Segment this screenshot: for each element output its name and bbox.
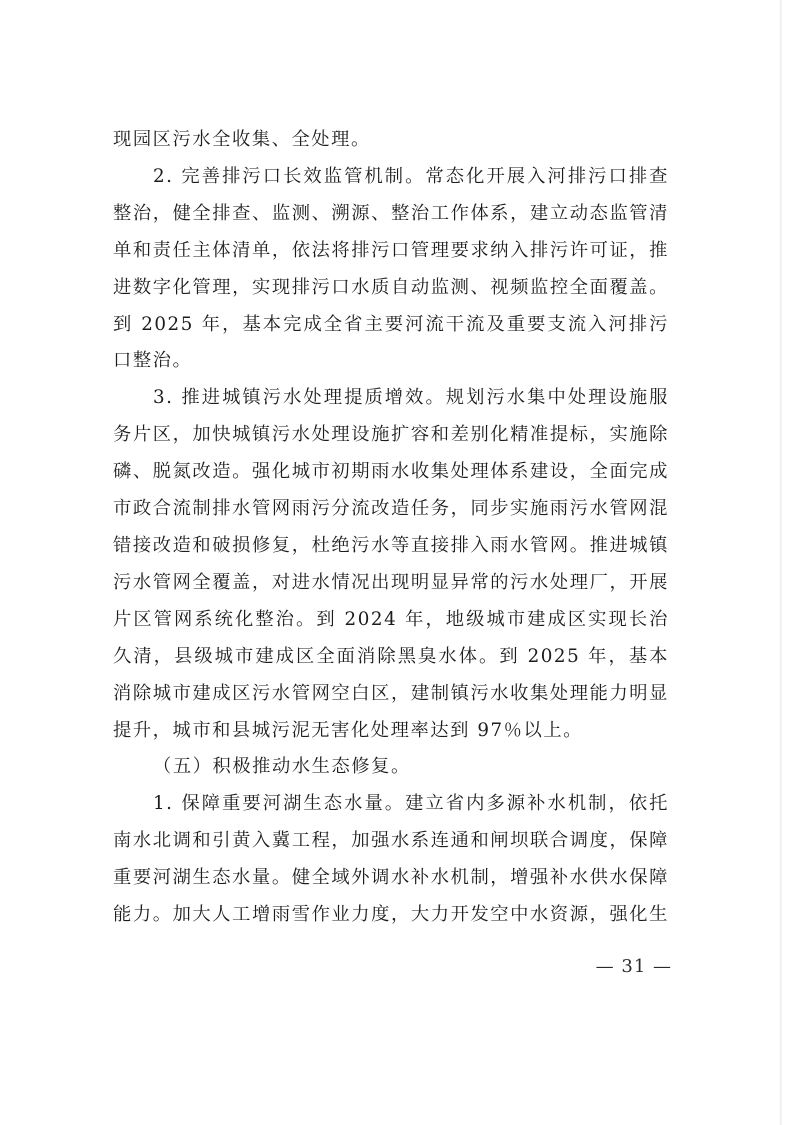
page-edge-shadow: [780, 0, 782, 1125]
page-number: — 31 —: [595, 956, 672, 977]
paragraph-urban-sewage: 3. 推进城镇污水处理提质增效。规划污水集中处理设施服务片区，加快城镇污水处理设施扩容和差别化精准提标，实施除磷、脱氮改造。强化城市初期雨水收集处理体系建设，全面完成市政合流制排水管网雨污分流改造任务，同步实施雨污水管网混错接改造和破损修复，杜绝污水等直接排入雨水管网。推进城镇污水管网全覆盖，对进水情况出现明显异常的污水处理厂，开展片区管网系统化整治。到 2024 年，地级城市建成区实现长治久清，县级城市建成区全面消除黑臭水体。到 2025 年，基本消除城市建成区污水管网空白区，建制镇污水收集处理能力明显提升，城市和县城污泥无害化处理率达到 97％以上。: [113, 387, 669, 741]
paragraph-continuation: 现园区污水全收集、全处理。: [113, 129, 371, 150]
paragraph-ecological-water: 1. 保障重要河湖生态水量。建立省内多源补水机制，依托南水北调和引黄入冀工程，加强水系连通和闸坝联合调度，保障重要河湖生态水量。健全域外调水补水机制，增强补水供水保障能力。加大人工增雨雪作业力度，大力开发空中水资源，强化生: [113, 793, 669, 926]
document-body: [113, 122, 669, 934]
section-heading-water-ecology: （五）积极推动水生态修复。: [153, 756, 411, 778]
paragraph-sewage-outlet: 2. 完善排污口长效监管机制。常态化开展入河排污口排查整治，健全排查、监测、溯源、整治工作体系，建立动态监管清单和责任主体清单，依法将排污口管理要求纳入排污许可证，推进数字化管理，实现排污口水质自动监测、视频监控全面覆盖。到 2025 年，基本完成全省主要河流干流及重要支流入河排污口整治。: [113, 165, 669, 372]
